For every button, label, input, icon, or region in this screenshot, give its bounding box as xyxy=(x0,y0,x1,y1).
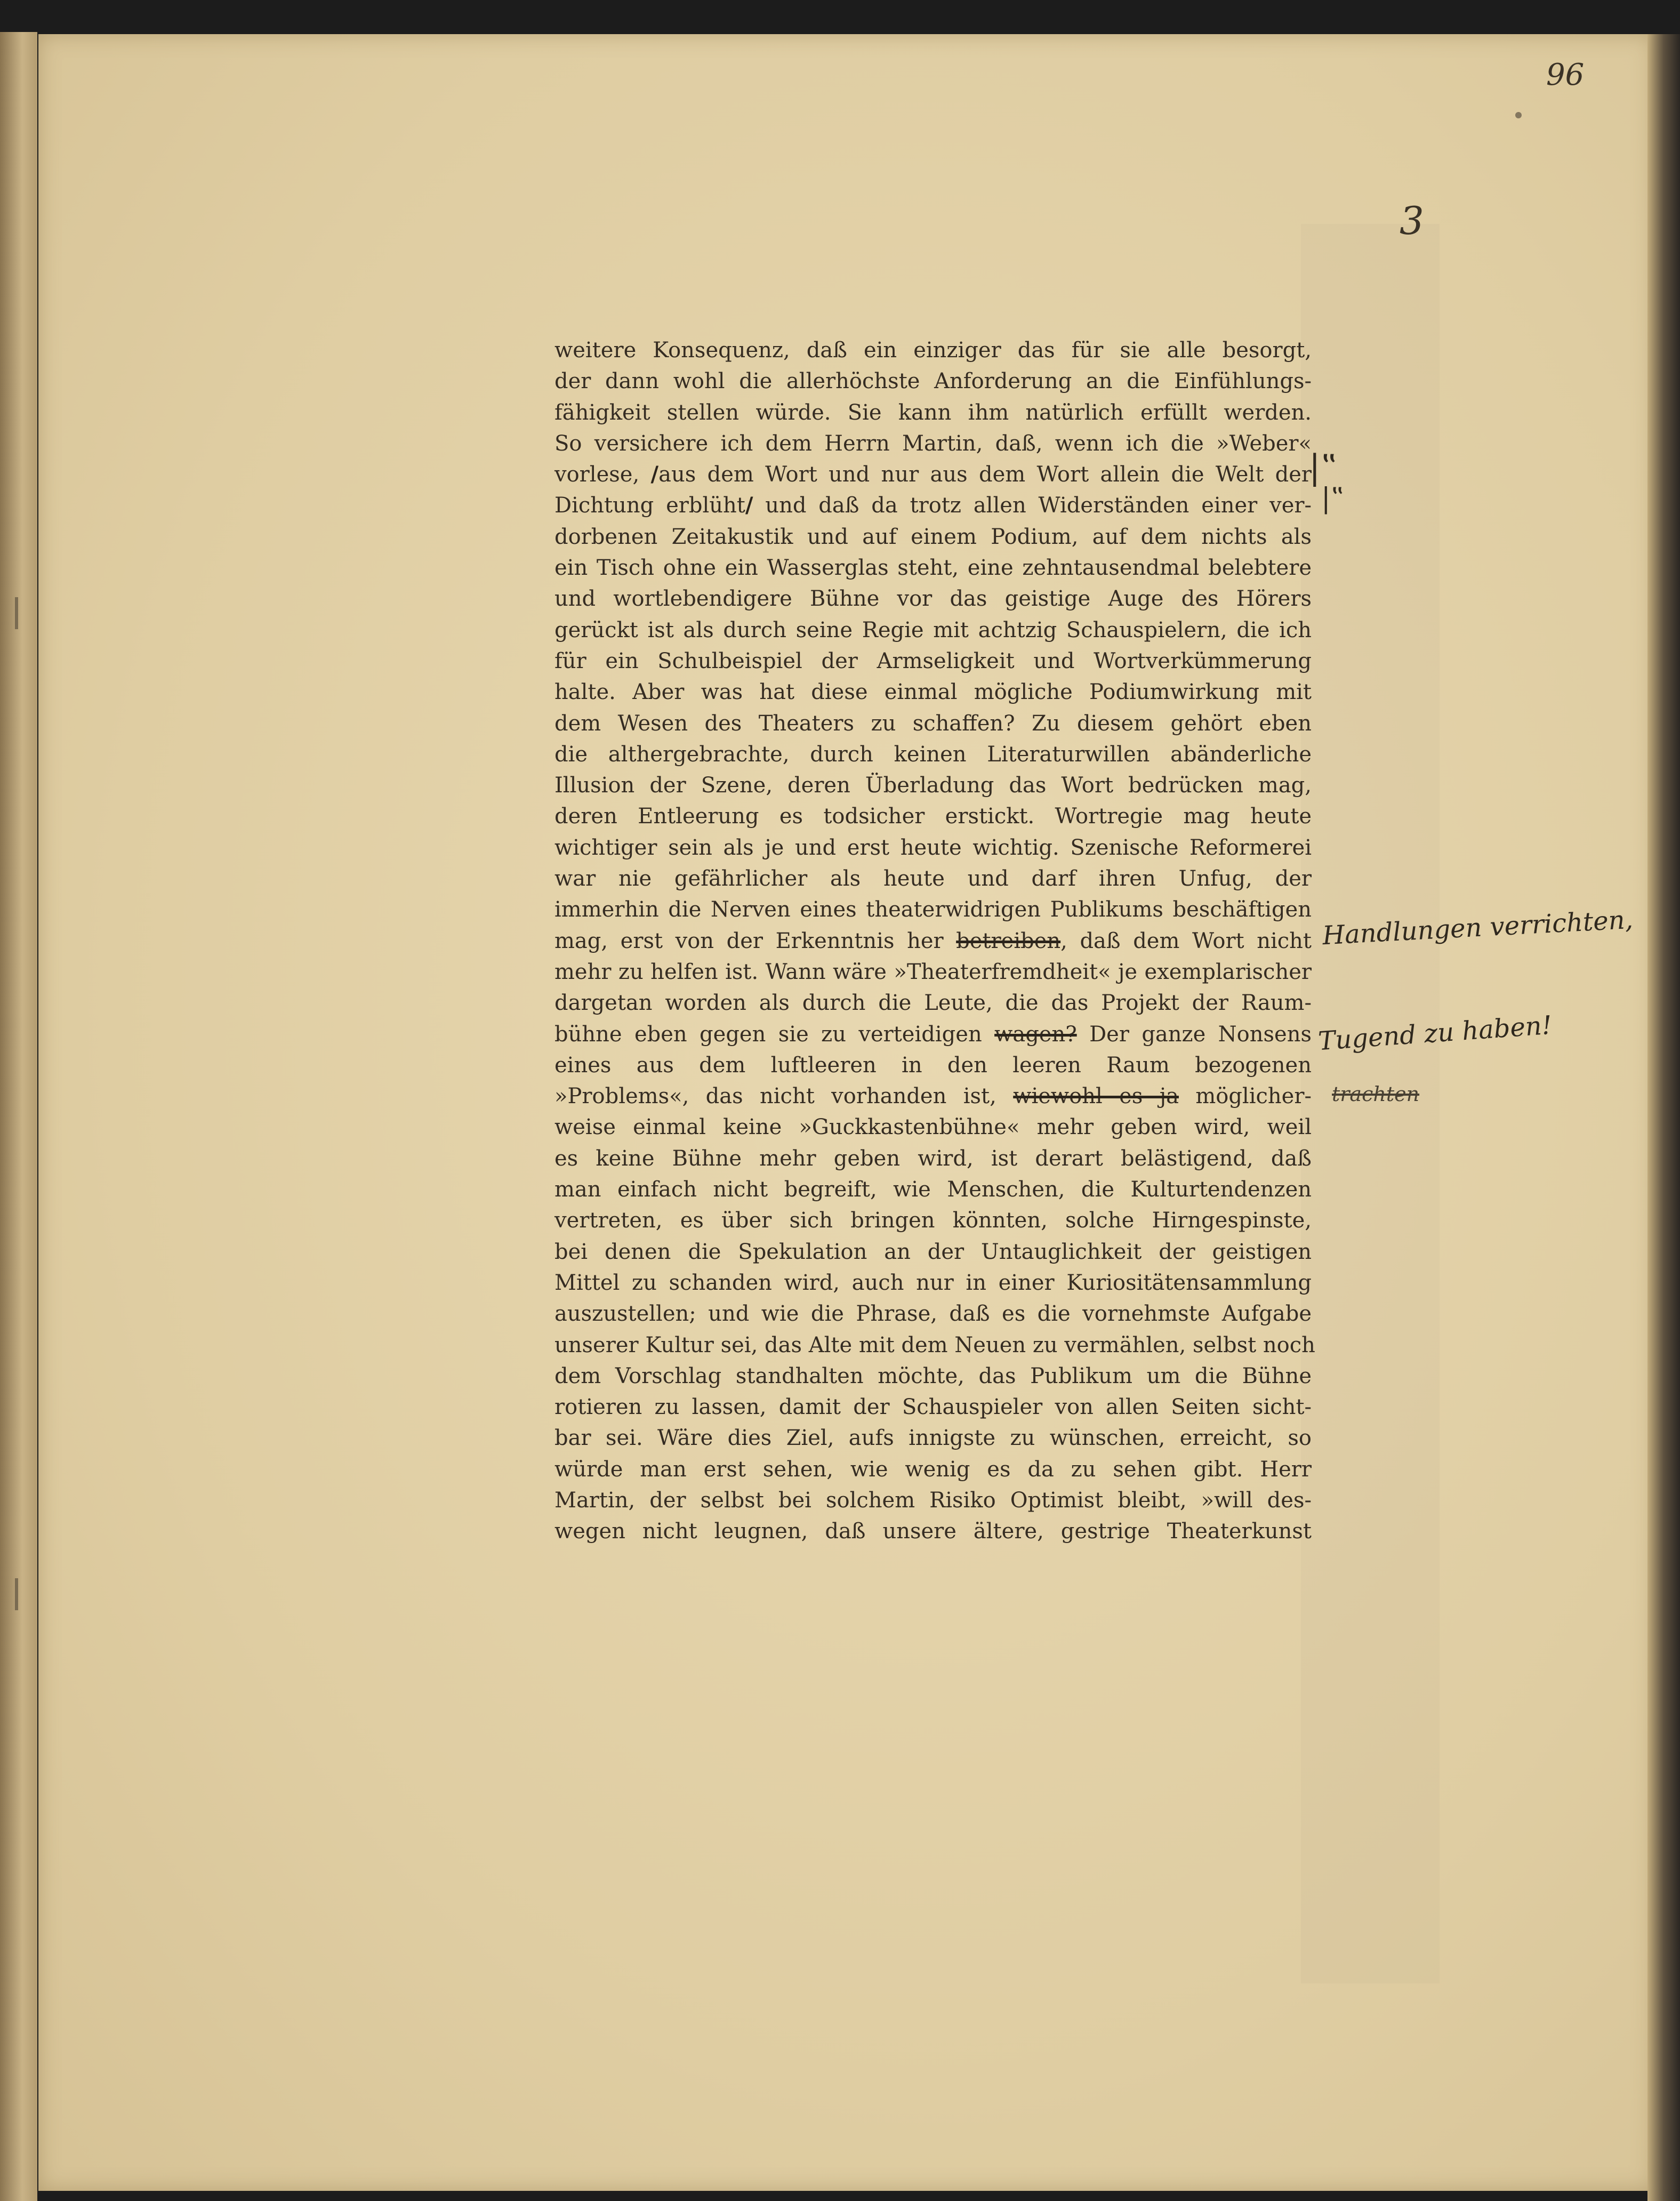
text-span: mag, erst von der Erkenntnis her xyxy=(554,928,956,953)
text-line: würde man erst sehen, wie wenig es da zu sehen gibt. Herr xyxy=(554,1457,1312,1482)
text-line: weitere Konsequenz, daß ein einziger das für sie alle besorgt, xyxy=(554,338,1312,363)
text-line: die althergebrachte, durch keinen Literaturwillen abänderliche xyxy=(554,742,1312,767)
text-line-edited xyxy=(554,926,1312,957)
text-span: vorlese, xyxy=(554,462,651,487)
text-line: bei denen die Spekulation an der Untauglichkeit der geistigen xyxy=(554,1239,1312,1264)
edge-mark xyxy=(2,1578,18,1610)
text-line: fähigkeit stellen würde. Sie kann ihm natürlich erfüllt werden. xyxy=(554,400,1312,425)
sheet-number: 3 xyxy=(1400,198,1424,243)
text-span: Der ganze Nonsens xyxy=(1076,1022,1312,1047)
text-line: für ein Schulbeispiel der Armseligkeit und Wortverkümmerung xyxy=(554,648,1312,673)
text-line: immerhin die Nerven eines theaterwidrigen Publikums beschäftigen xyxy=(554,897,1312,922)
margin-struck-note: trachten xyxy=(1332,1082,1420,1106)
edge-mark xyxy=(2,597,18,629)
insertion-slash: / xyxy=(745,493,753,518)
text-line: weise einmal keine »Guckkastenbühne« mehr geben wird, weil xyxy=(554,1115,1312,1140)
text-line: halte. Aber was hat diese einmal mögliche Podiumwirkung mit xyxy=(554,680,1312,705)
text-line: Mittel zu schanden wird, auch nur in einer Kuriositätensammlung xyxy=(554,1270,1312,1295)
body-text-block xyxy=(554,335,1315,1547)
struck-word: wiewohl es ja xyxy=(1013,1084,1179,1109)
text-span: und daß da trotz allen Widerständen einer ver- xyxy=(753,493,1312,518)
right-page-shadow xyxy=(1647,34,1680,2201)
text-span: möglicher- xyxy=(1178,1084,1312,1109)
margin-handwritten-note: Handlungen verrichten, xyxy=(1321,904,1634,951)
struck-word: wagen? xyxy=(994,1022,1077,1047)
text-line: deren Entleerung es todsicher erstickt. Wortregie mag heute xyxy=(554,804,1312,829)
text-line: So versichere ich dem Herrn Martin, daß, wenn ich die »Weber« xyxy=(554,431,1312,456)
text-line: dem Vorschlag standhalten möchte, das Publikum um die Bühne xyxy=(554,1363,1312,1388)
text-line: Illusion der Szene, deren Überladung das Wort bedrücken mag, xyxy=(554,773,1312,798)
text-line: unserer Kultur sei, das Alte mit dem Neuen zu vermählen, selbst noch xyxy=(554,1332,1315,1357)
text-line: ein Tisch ohne ein Wasserglas steht, eine zehntausendmal belebtere xyxy=(554,556,1312,581)
left-page-edge xyxy=(0,32,37,2201)
text-span: bühne eben gegen sie zu verteidigen xyxy=(554,1022,995,1047)
text-span: , daß dem Wort nicht xyxy=(1060,928,1312,953)
text-line: eines aus dem luftleeren in den leeren Raum bezogenen xyxy=(554,1053,1312,1078)
text-line: und wortlebendigere Bühne vor das geistige Auge des Hörers xyxy=(554,587,1312,612)
text-line: wegen nicht leugnen, daß unsere ältere, gestrige Theaterkunst xyxy=(554,1519,1312,1544)
text-line-edited xyxy=(554,490,1312,521)
insertion-slash: / xyxy=(650,462,659,487)
text-line: bar sei. Wäre dies Ziel, aufs innigste zu wünschen, erreicht, so xyxy=(554,1426,1312,1451)
text-line: war nie gefährlicher als heute und darf ihren Unfug, der xyxy=(554,866,1312,891)
text-line: dargetan worden als durch die Leute, die das Projekt der Raum- xyxy=(554,991,1312,1016)
page-number: 96 xyxy=(1546,58,1585,92)
text-line: rotieren zu lassen, damit der Schauspieler von allen Seiten sicht- xyxy=(554,1395,1312,1420)
text-line: vertreten, es über sich bringen könnten, solche Hirngespinste, xyxy=(554,1208,1312,1233)
text-line: auszustellen; und wie die Phrase, daß es die vornehmste Aufgabe xyxy=(554,1302,1312,1327)
text-line: mehr zu helfen ist. Wann wäre »Theaterfremdheit« je exemplarischer xyxy=(554,959,1312,984)
struck-word: betreiben xyxy=(956,928,1061,953)
text-line: gerückt ist als durch seine Regie mit achtzig Schauspielern, die ich xyxy=(554,617,1312,642)
text-span: »Problems«, das nicht vorhanden ist, xyxy=(554,1084,1014,1109)
text-line: wichtiger sein als je und erst heute wichtig. Szenische Reformerei xyxy=(554,835,1312,860)
text-line: dorbenen Zeitakustik und auf einem Podium, auf dem nichts als xyxy=(554,524,1312,549)
margin-insertion-mark: |‟ xyxy=(1309,448,1338,487)
text-line: dem Wesen des Theaters zu schaffen? Zu diesem gehört eben xyxy=(554,711,1312,736)
text-line-edited xyxy=(554,1019,1312,1050)
text-span: aus dem Wort und nur aus dem Wort allein die Welt der xyxy=(658,462,1312,487)
margin-handwritten-note: Tugend zu haben! xyxy=(1317,1010,1553,1057)
text-line: man einfach nicht begreift, wie Menschen, die Kulturtendenzen xyxy=(554,1177,1312,1202)
text-line-edited xyxy=(554,459,1312,490)
text-line: Martin, der selbst bei solchem Risiko Optimist bleibt, »will des- xyxy=(554,1488,1312,1513)
text-line-edited xyxy=(554,1081,1312,1112)
ink-speck xyxy=(1515,112,1522,118)
text-span: Dichtung erblüht xyxy=(554,493,745,518)
text-line: der dann wohl die allerhöchste Anforderung an die Einfühlungs- xyxy=(554,369,1312,394)
text-line: es keine Bühne mehr geben wird, ist derart belästigend, daß xyxy=(554,1146,1312,1171)
margin-insertion-mark: |‟ xyxy=(1321,483,1345,515)
